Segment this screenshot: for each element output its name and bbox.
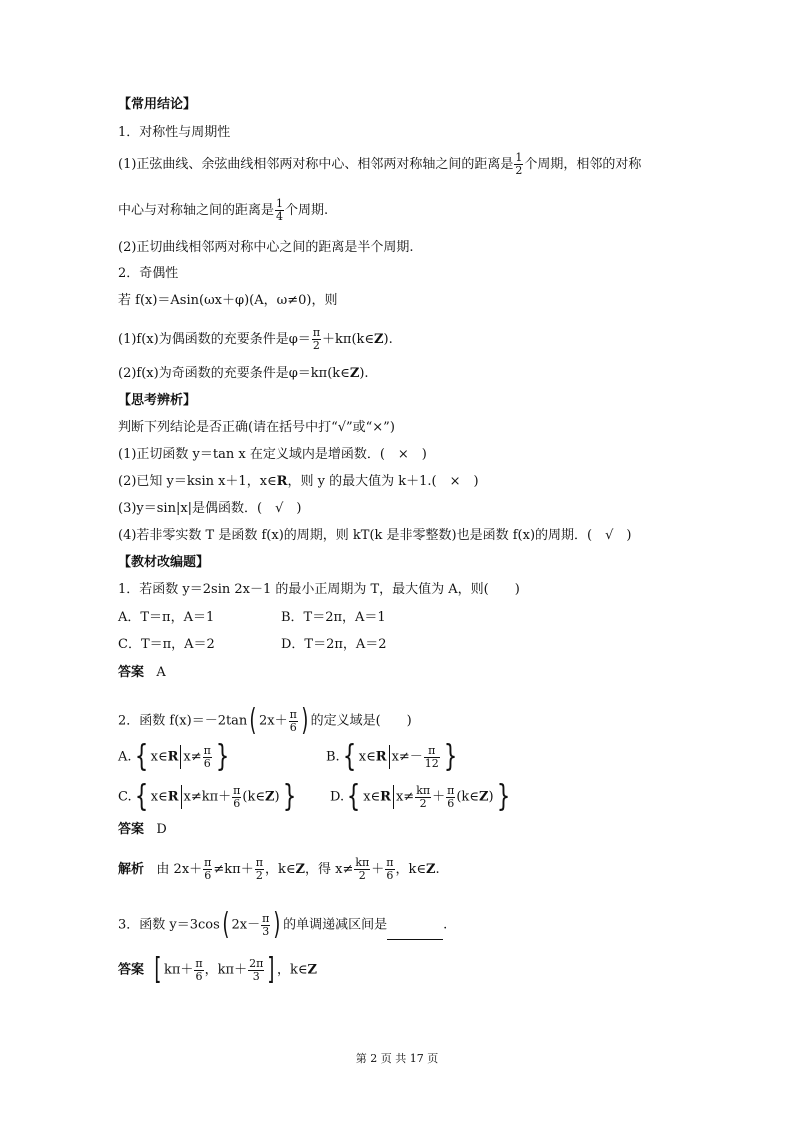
- paragraph-sin-cos-distance: (1)正弦曲线、余弦曲线相邻两对称中心、相邻两对称轴之间的距离是 $\frac{1}{2}$ 个周期，相邻的对称: [118, 151, 642, 177]
- paragraph-given-f: 若 f(x)＝Asin(ωx＋φ)(A，ω≠0)，则: [118, 293, 338, 308]
- paragraph-center-axis-distance: 中心与对称轴之间的距离是 $\frac{1}{4}$ 个周期.: [118, 197, 329, 223]
- judgment-item-4: (4)若非零实数 T 是函数 f(x)的周期，则 kT(k 是非零整数)也是函数 f(x)的周期．( √ ): [118, 528, 632, 543]
- section-heading-thinking: 【思考辨析】: [118, 393, 197, 408]
- exercise-2-option-a: A.{ x∈R x≠ $\frac{\pi}{6}$ }: [118, 739, 230, 774]
- exercise-1-option-c: C．T＝π，A＝2: [118, 637, 215, 652]
- exercise-1-option-b: B．T＝2π，A＝1: [281, 610, 386, 625]
- fraction: $\frac{1}{2}$: [515, 151, 523, 177]
- exercise-2-option-c: C.{ x∈R x≠kπ＋ $\frac{\pi}{6}$ (k∈Z)}: [118, 779, 296, 814]
- section-heading-textbook: 【教材改编题】: [118, 555, 210, 570]
- judgment-item-3: (3)y＝sin|x|是偶函数．( √ ): [118, 501, 302, 516]
- exercise-1-option-d: D．T＝2π，A＝2: [281, 637, 387, 652]
- judgment-item-2: (2)已知 y＝ksin x＋1，x∈R，则 y 的最大值为 k＋1.( × ): [118, 474, 479, 489]
- exercise-3-question: 3．函数 y＝3cos( 2x－ $\frac{\pi}{3}$ ) 的单调递减区间是 .: [118, 907, 448, 942]
- page-footer: 第 2 页 共 17 页: [355, 1052, 439, 1065]
- answer-blank[interactable]: [387, 927, 443, 940]
- judgment-item-1: (1)正切函数 y＝tan x 在定义域内是增函数．( × ): [118, 447, 427, 462]
- paragraph-tan-distance: (2)正切曲线相邻两对称中心之间的距离是半个周期.: [118, 240, 414, 255]
- fraction: $\frac{1}{4}$: [276, 197, 284, 223]
- exercise-1-question: 1．若函数 y＝2sin 2x－1 的最小正周期为 T，最大值为 A，则( ): [118, 582, 520, 597]
- item-symmetry-period: 1．对称性与周期性: [118, 125, 231, 140]
- paragraph-even-condition: (1)f(x)为偶函数的充要条件是φ＝ $\frac{\pi}{2}$ ＋kπ(k∈Z).: [118, 326, 393, 352]
- paragraph-odd-condition: (2)f(x)为奇函数的充要条件是φ＝kπ(k∈Z).: [118, 366, 369, 381]
- fraction: $\frac{\pi}{2}$: [312, 326, 321, 352]
- exercise-2-option-d: D.{ x∈R x≠ $\frac{k\pi}{2}$ ＋ $\frac{\pi}{6}$ (k∈Z)}: [330, 779, 510, 814]
- exercise-1-option-a: A．T＝π，A＝1: [118, 610, 215, 625]
- exercise-2-question: 2．函数 f(x)＝－2tan( 2x＋ $\frac{\pi}{6}$ ) 的定义域是( ): [118, 703, 412, 738]
- exercise-3-answer: 答案 [ kπ＋ $\frac{\pi}{6}$ ，kπ＋ $\frac{2\pi}{3}$ ] ，k∈Z: [118, 952, 318, 987]
- exercise-2-option-b: B.{ x∈R x≠－ $\frac{\pi}{12}$ }: [326, 739, 458, 774]
- item-parity: 2．奇偶性: [118, 266, 179, 281]
- fraction: $\frac{\pi}{6}$: [289, 707, 297, 734]
- judgment-intro: 判断下列结论是否正确(请在括号中打“√”或“×”): [118, 420, 395, 435]
- section-heading-conclusions: 【常用结论】: [118, 97, 197, 112]
- exercise-1-answer: 答案 A: [118, 665, 166, 680]
- exercise-2-explanation: 解析 由 2x＋ $\frac{\pi}{6}$ ≠kπ＋ $\frac{\pi}{2}$ ，k∈Z，得 x≠ $\frac{k\pi}{2}$ ＋ $\frac{\pi}{6}$ ，k∈Z.: [118, 856, 440, 882]
- exercise-2-answer: 答案 D: [118, 822, 167, 837]
